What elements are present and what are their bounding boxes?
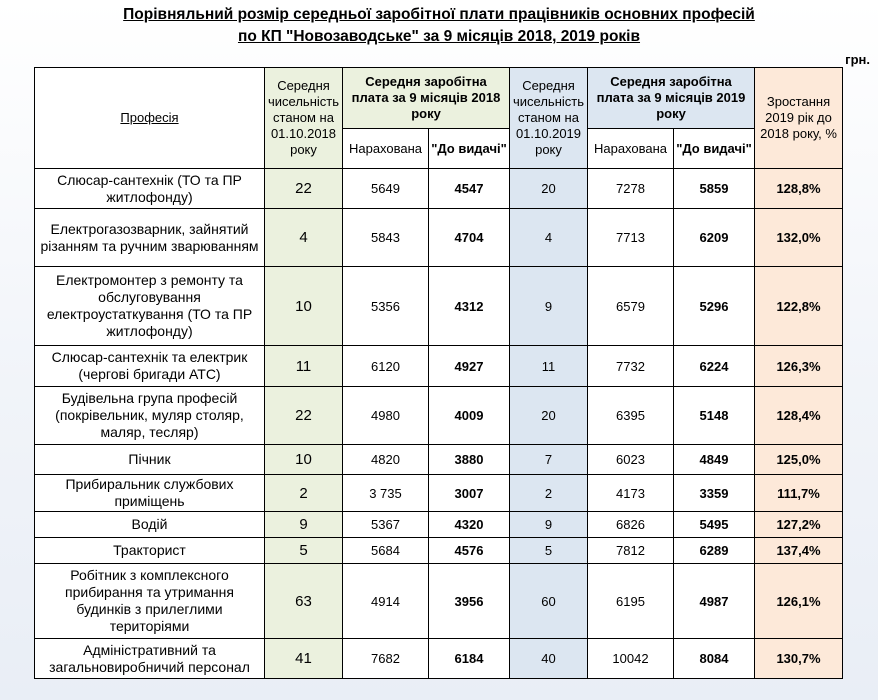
cell-profession: Тракторист	[35, 538, 265, 564]
cell-growth: 122,8%	[755, 267, 843, 346]
cell-accrued-2018: 4914	[343, 564, 429, 639]
cell-accrued-2019: 6826	[588, 512, 674, 538]
cell-payout-2018: 4927	[429, 346, 510, 387]
cell-count-2019: 5	[510, 538, 588, 564]
cell-payout-2019: 5296	[674, 267, 755, 346]
cell-growth: 126,1%	[755, 564, 843, 639]
cell-accrued-2019: 7278	[588, 169, 674, 209]
cell-growth: 130,7%	[755, 639, 843, 679]
header-salary-2018: Середня заробітна плата за 9 місяців 2018 року	[343, 68, 510, 129]
header-payout-2018: "До видачі"	[429, 129, 510, 169]
table-row	[35, 267, 843, 346]
cell-payout-2019: 5859	[674, 169, 755, 209]
cell-profession: Адміністративний та загальновиробничий персонал	[35, 639, 265, 679]
cell-count-2019: 40	[510, 639, 588, 679]
cell-count-2018: 10	[265, 445, 343, 475]
cell-count-2018: 9	[265, 512, 343, 538]
cell-growth: 128,4%	[755, 387, 843, 445]
cell-payout-2018: 4576	[429, 538, 510, 564]
cell-growth: 137,4%	[755, 538, 843, 564]
cell-count-2018: 63	[265, 564, 343, 639]
cell-payout-2019: 8084	[674, 639, 755, 679]
header-salary-2019: Середня заробітна плата за 9 місяців 2019 року	[588, 68, 755, 129]
cell-count-2019: 4	[510, 209, 588, 267]
cell-accrued-2018: 7682	[343, 639, 429, 679]
cell-count-2018: 5	[265, 538, 343, 564]
header-count-2019: Середня чисельність станом на 01.10.2019 року	[510, 68, 588, 169]
cell-profession: Будівельна група професій (покрівельник, муляр столяр, маляр, тесляр)	[35, 387, 265, 445]
cell-count-2018: 4	[265, 209, 343, 267]
cell-payout-2018: 3007	[429, 475, 510, 512]
header-growth: Зростання 2019 рік до 2018 року, %	[755, 68, 843, 169]
table-row	[35, 512, 843, 538]
cell-payout-2018: 4320	[429, 512, 510, 538]
cell-profession: Слюсар-сантехнік та електрик (чергові бригади АТС)	[35, 346, 265, 387]
table-row	[35, 475, 843, 512]
cell-payout-2019: 4849	[674, 445, 755, 475]
cell-payout-2019: 5148	[674, 387, 755, 445]
cell-accrued-2018: 5843	[343, 209, 429, 267]
cell-accrued-2019: 7713	[588, 209, 674, 267]
cell-accrued-2018: 5356	[343, 267, 429, 346]
cell-payout-2019: 3359	[674, 475, 755, 512]
cell-profession: Пічник	[35, 445, 265, 475]
title-line-1: Порівняльний розмір середньої заробітної плати працівників основних професій	[123, 6, 755, 23]
cell-profession: Електромонтер з ремонту та обслуговування електроустаткування (ТО та ПР житлофонду)	[35, 267, 265, 346]
header-profession: Професія	[35, 68, 265, 169]
cell-accrued-2019: 4173	[588, 475, 674, 512]
table-row	[35, 387, 843, 445]
cell-accrued-2018: 5367	[343, 512, 429, 538]
document-title	[0, 4, 878, 48]
cell-profession: Робітник з комплексного прибирання та утримання будинків з прилеглими територіями	[35, 564, 265, 639]
cell-payout-2019: 6224	[674, 346, 755, 387]
cell-payout-2018: 4009	[429, 387, 510, 445]
cell-accrued-2018: 5684	[343, 538, 429, 564]
cell-accrued-2018: 5649	[343, 169, 429, 209]
cell-accrued-2019: 7812	[588, 538, 674, 564]
cell-payout-2018: 4547	[429, 169, 510, 209]
header-accrued-2018: Нарахована	[343, 129, 429, 169]
salary-table	[34, 67, 843, 679]
cell-payout-2019: 5495	[674, 512, 755, 538]
cell-accrued-2019: 6195	[588, 564, 674, 639]
table-row	[35, 169, 843, 209]
header-payout-2019: "До видачі"	[674, 129, 755, 169]
cell-count-2018: 10	[265, 267, 343, 346]
cell-growth: 125,0%	[755, 445, 843, 475]
cell-growth: 128,8%	[755, 169, 843, 209]
cell-count-2019: 9	[510, 512, 588, 538]
cell-growth: 132,0%	[755, 209, 843, 267]
cell-accrued-2019: 6579	[588, 267, 674, 346]
cell-accrued-2018: 6120	[343, 346, 429, 387]
cell-payout-2018: 3880	[429, 445, 510, 475]
cell-profession: Слюсар-сантехнік (ТО та ПР житлофонду)	[35, 169, 265, 209]
cell-payout-2018: 3956	[429, 564, 510, 639]
cell-count-2019: 9	[510, 267, 588, 346]
cell-payout-2019: 6289	[674, 538, 755, 564]
cell-count-2018: 11	[265, 346, 343, 387]
cell-accrued-2018: 4820	[343, 445, 429, 475]
cell-payout-2018: 6184	[429, 639, 510, 679]
table-row	[35, 346, 843, 387]
cell-count-2019: 20	[510, 387, 588, 445]
table-row	[35, 538, 843, 564]
cell-profession: Електрогазозварник, зайнятий різанням та ручним зварюванням	[35, 209, 265, 267]
cell-accrued-2018: 3 735	[343, 475, 429, 512]
cell-growth: 126,3%	[755, 346, 843, 387]
table-row	[35, 445, 843, 475]
cell-accrued-2019: 7732	[588, 346, 674, 387]
cell-count-2018: 2	[265, 475, 343, 512]
cell-accrued-2019: 10042	[588, 639, 674, 679]
cell-payout-2018: 4312	[429, 267, 510, 346]
cell-payout-2019: 6209	[674, 209, 755, 267]
cell-payout-2018: 4704	[429, 209, 510, 267]
cell-accrued-2019: 6395	[588, 387, 674, 445]
header-count-2018: Середня чисельність станом на 01.10.2018 року	[265, 68, 343, 169]
cell-count-2019: 7	[510, 445, 588, 475]
title-line-2: по КП "Новозаводське" за 9 місяців 2018, 2019 років	[237, 28, 641, 45]
cell-growth: 111,7%	[755, 475, 843, 512]
cell-count-2019: 2	[510, 475, 588, 512]
cell-count-2018: 22	[265, 169, 343, 209]
cell-count-2018: 41	[265, 639, 343, 679]
cell-count-2018: 22	[265, 387, 343, 445]
cell-profession: Водій	[35, 512, 265, 538]
cell-count-2019: 20	[510, 169, 588, 209]
cell-accrued-2019: 6023	[588, 445, 674, 475]
cell-profession: Прибиральник службових приміщень	[35, 475, 265, 512]
cell-payout-2019: 4987	[674, 564, 755, 639]
table-row	[35, 564, 843, 639]
currency-unit: грн.	[845, 52, 870, 67]
table-row	[35, 639, 843, 679]
cell-count-2019: 60	[510, 564, 588, 639]
cell-accrued-2018: 4980	[343, 387, 429, 445]
table-row	[35, 209, 843, 267]
cell-growth: 127,2%	[755, 512, 843, 538]
cell-count-2019: 11	[510, 346, 588, 387]
header-accrued-2019: Нарахована	[588, 129, 674, 169]
